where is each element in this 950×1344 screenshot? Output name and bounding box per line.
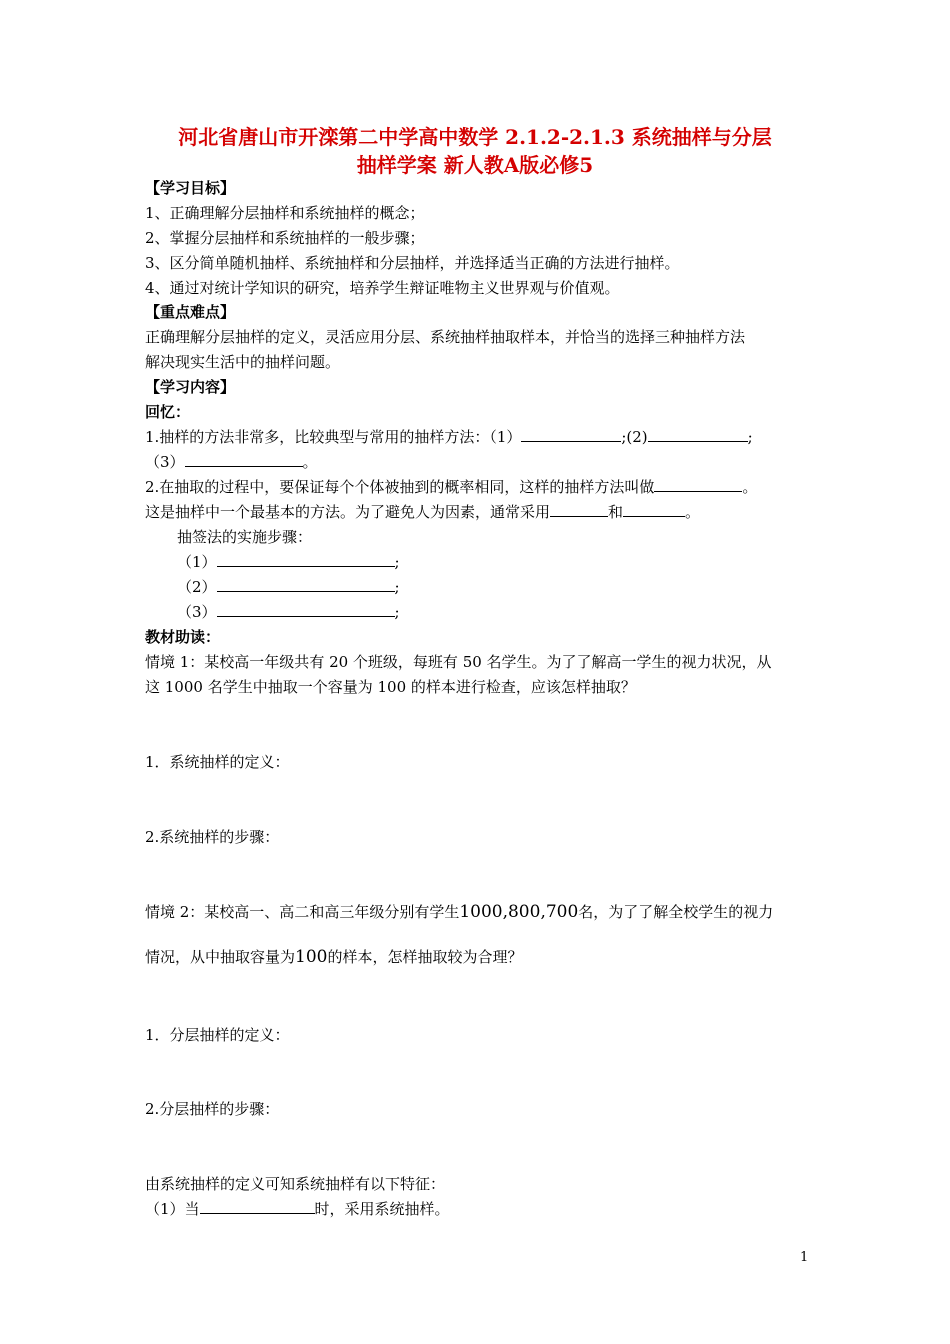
scenario-2-text-3: 情况，从中抽取容量为 [145, 948, 296, 966]
page-number: 1 [800, 1250, 809, 1265]
scenario-2-text: 情境 2：某校高一、高二和高三年级分别有学生 [145, 903, 460, 921]
answer-blank[interactable] [217, 577, 395, 592]
scenario-1-line-1: 情境 1：某校高一年级共有 20 个班级，每班有 50 名学生。为了了解高一学生的视力状况，从 [145, 653, 772, 671]
answer-blank[interactable] [654, 477, 742, 492]
lottery-step-end: ; [394, 603, 400, 621]
question-1-line-1 [145, 427, 753, 447]
answer-blank[interactable] [648, 427, 748, 442]
question-1-part-3: （3） [145, 453, 185, 471]
answer-blank[interactable] [550, 502, 608, 517]
scenario-1-line-2: 这 1000 名学生中抽取一个容量为 100 的样本进行检查，应该怎样抽取？ [145, 678, 636, 696]
stratified-sampling-definition: 1．分层抽样的定义： [145, 1026, 290, 1044]
keypoints-text-line-1: 正确理解分层抽样的定义，灵活应用分层、系统抽样抽取样本，并恰当的选择三种抽样方法 [145, 328, 746, 346]
question-1-end: ; [747, 428, 753, 446]
document-title-line-1: 河北省唐山市开滦第二中学高中数学 2.1.2-2.1.3 系统抽样与分层 [178, 125, 772, 149]
keypoints-heading: 【重点难点】 [145, 303, 236, 321]
question-1-text: 1.抽样的方法非常多，比较典型与常用的抽样方法：（1） [145, 428, 522, 446]
scenario-2-text-2: 名，为了了解全校学生的视力 [578, 903, 774, 921]
scenario-2-math-sample: 100 [295, 947, 328, 967]
goals-heading: 【学习目标】 [145, 179, 236, 197]
question-2-text: 2.在抽取的过程中，要保证每个个体被抽到的概率相同，这样的抽样方法叫做 [145, 478, 655, 496]
lottery-step-1 [177, 552, 400, 572]
scenario-2-line-1 [145, 902, 773, 922]
lottery-step-number: （3） [177, 603, 217, 621]
lottery-step-end: ; [394, 578, 400, 596]
lottery-step-2 [177, 577, 400, 597]
systematic-features-intro: 由系统抽样的定义可知系统抽样有以下特征： [145, 1175, 446, 1193]
feature-1 [145, 1199, 450, 1219]
lottery-step-3 [177, 602, 400, 622]
lottery-steps-title: 抽签法的实施步骤： [177, 528, 313, 546]
content-heading: 【学习内容】 [145, 378, 236, 396]
recall-label: 回忆： [145, 403, 191, 421]
question-2-line-1 [145, 477, 757, 497]
lottery-step-number: （2） [177, 578, 217, 596]
lottery-step-end: ; [394, 553, 400, 571]
question-2-end: 。 [742, 478, 758, 496]
answer-blank[interactable] [623, 502, 685, 517]
question-1-part-3-end: 。 [302, 453, 318, 471]
question-1-line-2 [145, 452, 318, 472]
question-2-line-2 [145, 502, 700, 522]
answer-blank[interactable] [217, 602, 395, 617]
goal-item-4: 4、通过对统计学知识的研究，培养学生辩证唯物主义世界观与价值观。 [145, 279, 620, 297]
goal-item-1: 1、正确理解分层抽样和系统抽样的概念； [145, 204, 425, 222]
feature-1-text-2: 时，采用系统抽样。 [314, 1200, 450, 1218]
answer-blank[interactable] [521, 427, 621, 442]
scenario-2-text-4: 的样本，怎样抽取较为合理？ [327, 948, 523, 966]
answer-blank[interactable] [200, 1199, 315, 1214]
question-1-separator: ;(2) [621, 428, 648, 446]
stratified-sampling-steps: 2.分层抽样的步骤： [145, 1100, 280, 1118]
reading-heading: 教材助读： [145, 628, 221, 646]
scenario-2-math-counts: 1000,800,700 [459, 902, 579, 922]
feature-1-text: （1）当 [145, 1200, 200, 1218]
question-2-line-2-end: 。 [685, 503, 701, 521]
goal-item-2: 2、掌握分层抽样和系统抽样的一般步骤； [145, 229, 425, 247]
keypoints-text-line-2: 解决现实生活中的抽样问题。 [145, 353, 341, 371]
systematic-sampling-definition: 1．系统抽样的定义： [145, 753, 290, 771]
goal-item-3: 3、区分简单随机抽样、系统抽样和分层抽样，并选择适当正确的方法进行抽样。 [145, 254, 680, 272]
question-2-and: 和 [608, 503, 624, 521]
document-title-line-2: 抽样学案 新人教A版必修5 [356, 153, 594, 177]
lottery-step-number: （1） [177, 553, 217, 571]
answer-blank[interactable] [217, 552, 395, 567]
systematic-sampling-steps: 2.系统抽样的步骤： [145, 828, 280, 846]
scenario-2-line-2 [145, 947, 522, 967]
question-2-text-2: 这是抽样中一个最基本的方法。为了避免人为因素，通常采用 [145, 503, 551, 521]
answer-blank[interactable] [185, 452, 303, 467]
